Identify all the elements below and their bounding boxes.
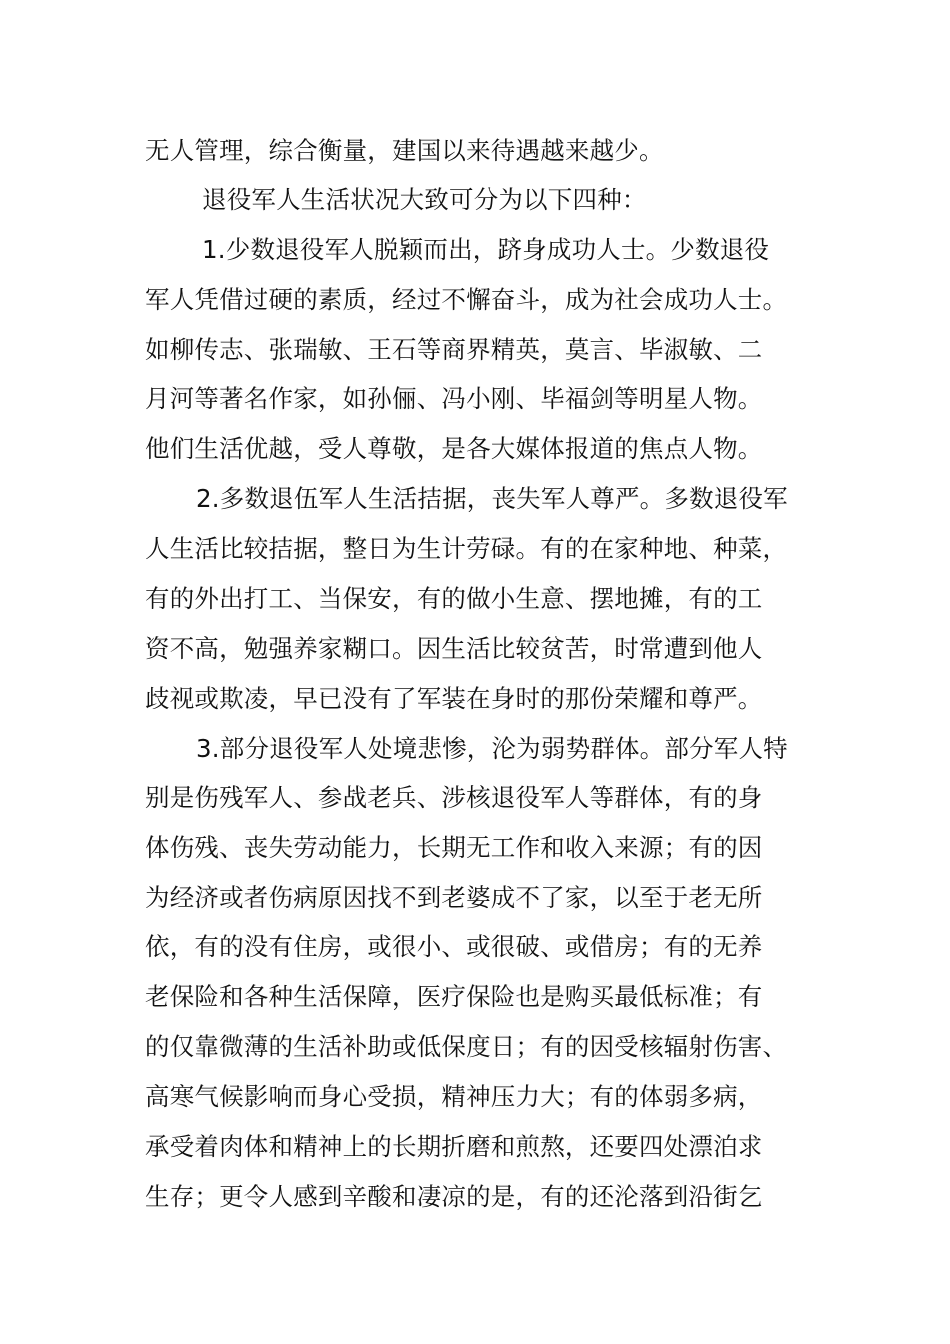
text-line-3: 1.少数退役军人脱颖而出，跻身成功人士。少数退役 bbox=[202, 235, 770, 264]
text-line-13: 3.部分退役军人处境悲惨，沦为弱势群体。部分军人特 bbox=[196, 734, 788, 763]
text-line-14: 别是伤残军人、参战老兵、涉核退役军人等群体，有的身 bbox=[145, 783, 763, 812]
text-line-10: 有的外出打工、当保安，有的做小生意、摆地摊，有的工 bbox=[145, 584, 763, 613]
text-line-19: 的仅靠微薄的生活补助或低保度日；有的因受核辐射伤害、 bbox=[145, 1032, 788, 1061]
text-line-20: 高寒气候影响而身心受损，精神压力大；有的体弱多病， bbox=[145, 1082, 763, 1111]
text-line-11: 资不高，勉强养家糊口。因生活比较贫苦，时常遭到他人 bbox=[145, 634, 763, 663]
text-line-1: 无人管理，综合衡量，建国以来待遇越来越少。 bbox=[145, 136, 664, 165]
text-line-15: 体伤残、丧失劳动能力，长期无工作和收入来源；有的因 bbox=[145, 833, 763, 862]
text-line-6: 月河等著名作家，如孙俪、冯小刚、毕福剑等明星人物。 bbox=[145, 384, 763, 413]
text-line-18: 老保险和各种生活保障，医疗保险也是购买最低标准；有 bbox=[145, 982, 763, 1011]
text-line-7: 他们生活优越，受人尊敬，是各大媒体报道的焦点人物。 bbox=[145, 434, 763, 463]
text-line-22: 生存；更令人感到辛酸和凄凉的是，有的还沦落到沿街乞 bbox=[145, 1182, 763, 1211]
text-line-21: 承受着肉体和精神上的长期折磨和煎熬，还要四处漂泊求 bbox=[145, 1132, 763, 1161]
text-line-2: 退役军人生活状况大致可分为以下四种： bbox=[202, 185, 647, 214]
text-line-9: 人生活比较拮据，整日为生计劳碌。有的在家种地、种菜， bbox=[145, 534, 788, 563]
text-line-16: 为经济或者伤病原因找不到老婆成不了家，以至于老无所 bbox=[145, 883, 763, 912]
text-line-12: 歧视或欺凌，早已没有了军装在身时的那份荣耀和尊严。 bbox=[145, 684, 763, 713]
text-line-8: 2.多数退伍军人生活拮据，丧失军人尊严。多数退役军 bbox=[196, 484, 788, 513]
text-line-4: 军人凭借过硬的素质，经过不懈奋斗，成为社会成功人士。 bbox=[145, 285, 788, 314]
text-line-5: 如柳传志、张瑞敏、王石等商界精英，莫言、毕淑敏、二 bbox=[145, 335, 763, 364]
text-line-17: 依，有的没有住房，或很小、或很破、或借房；有的无养 bbox=[145, 932, 763, 961]
